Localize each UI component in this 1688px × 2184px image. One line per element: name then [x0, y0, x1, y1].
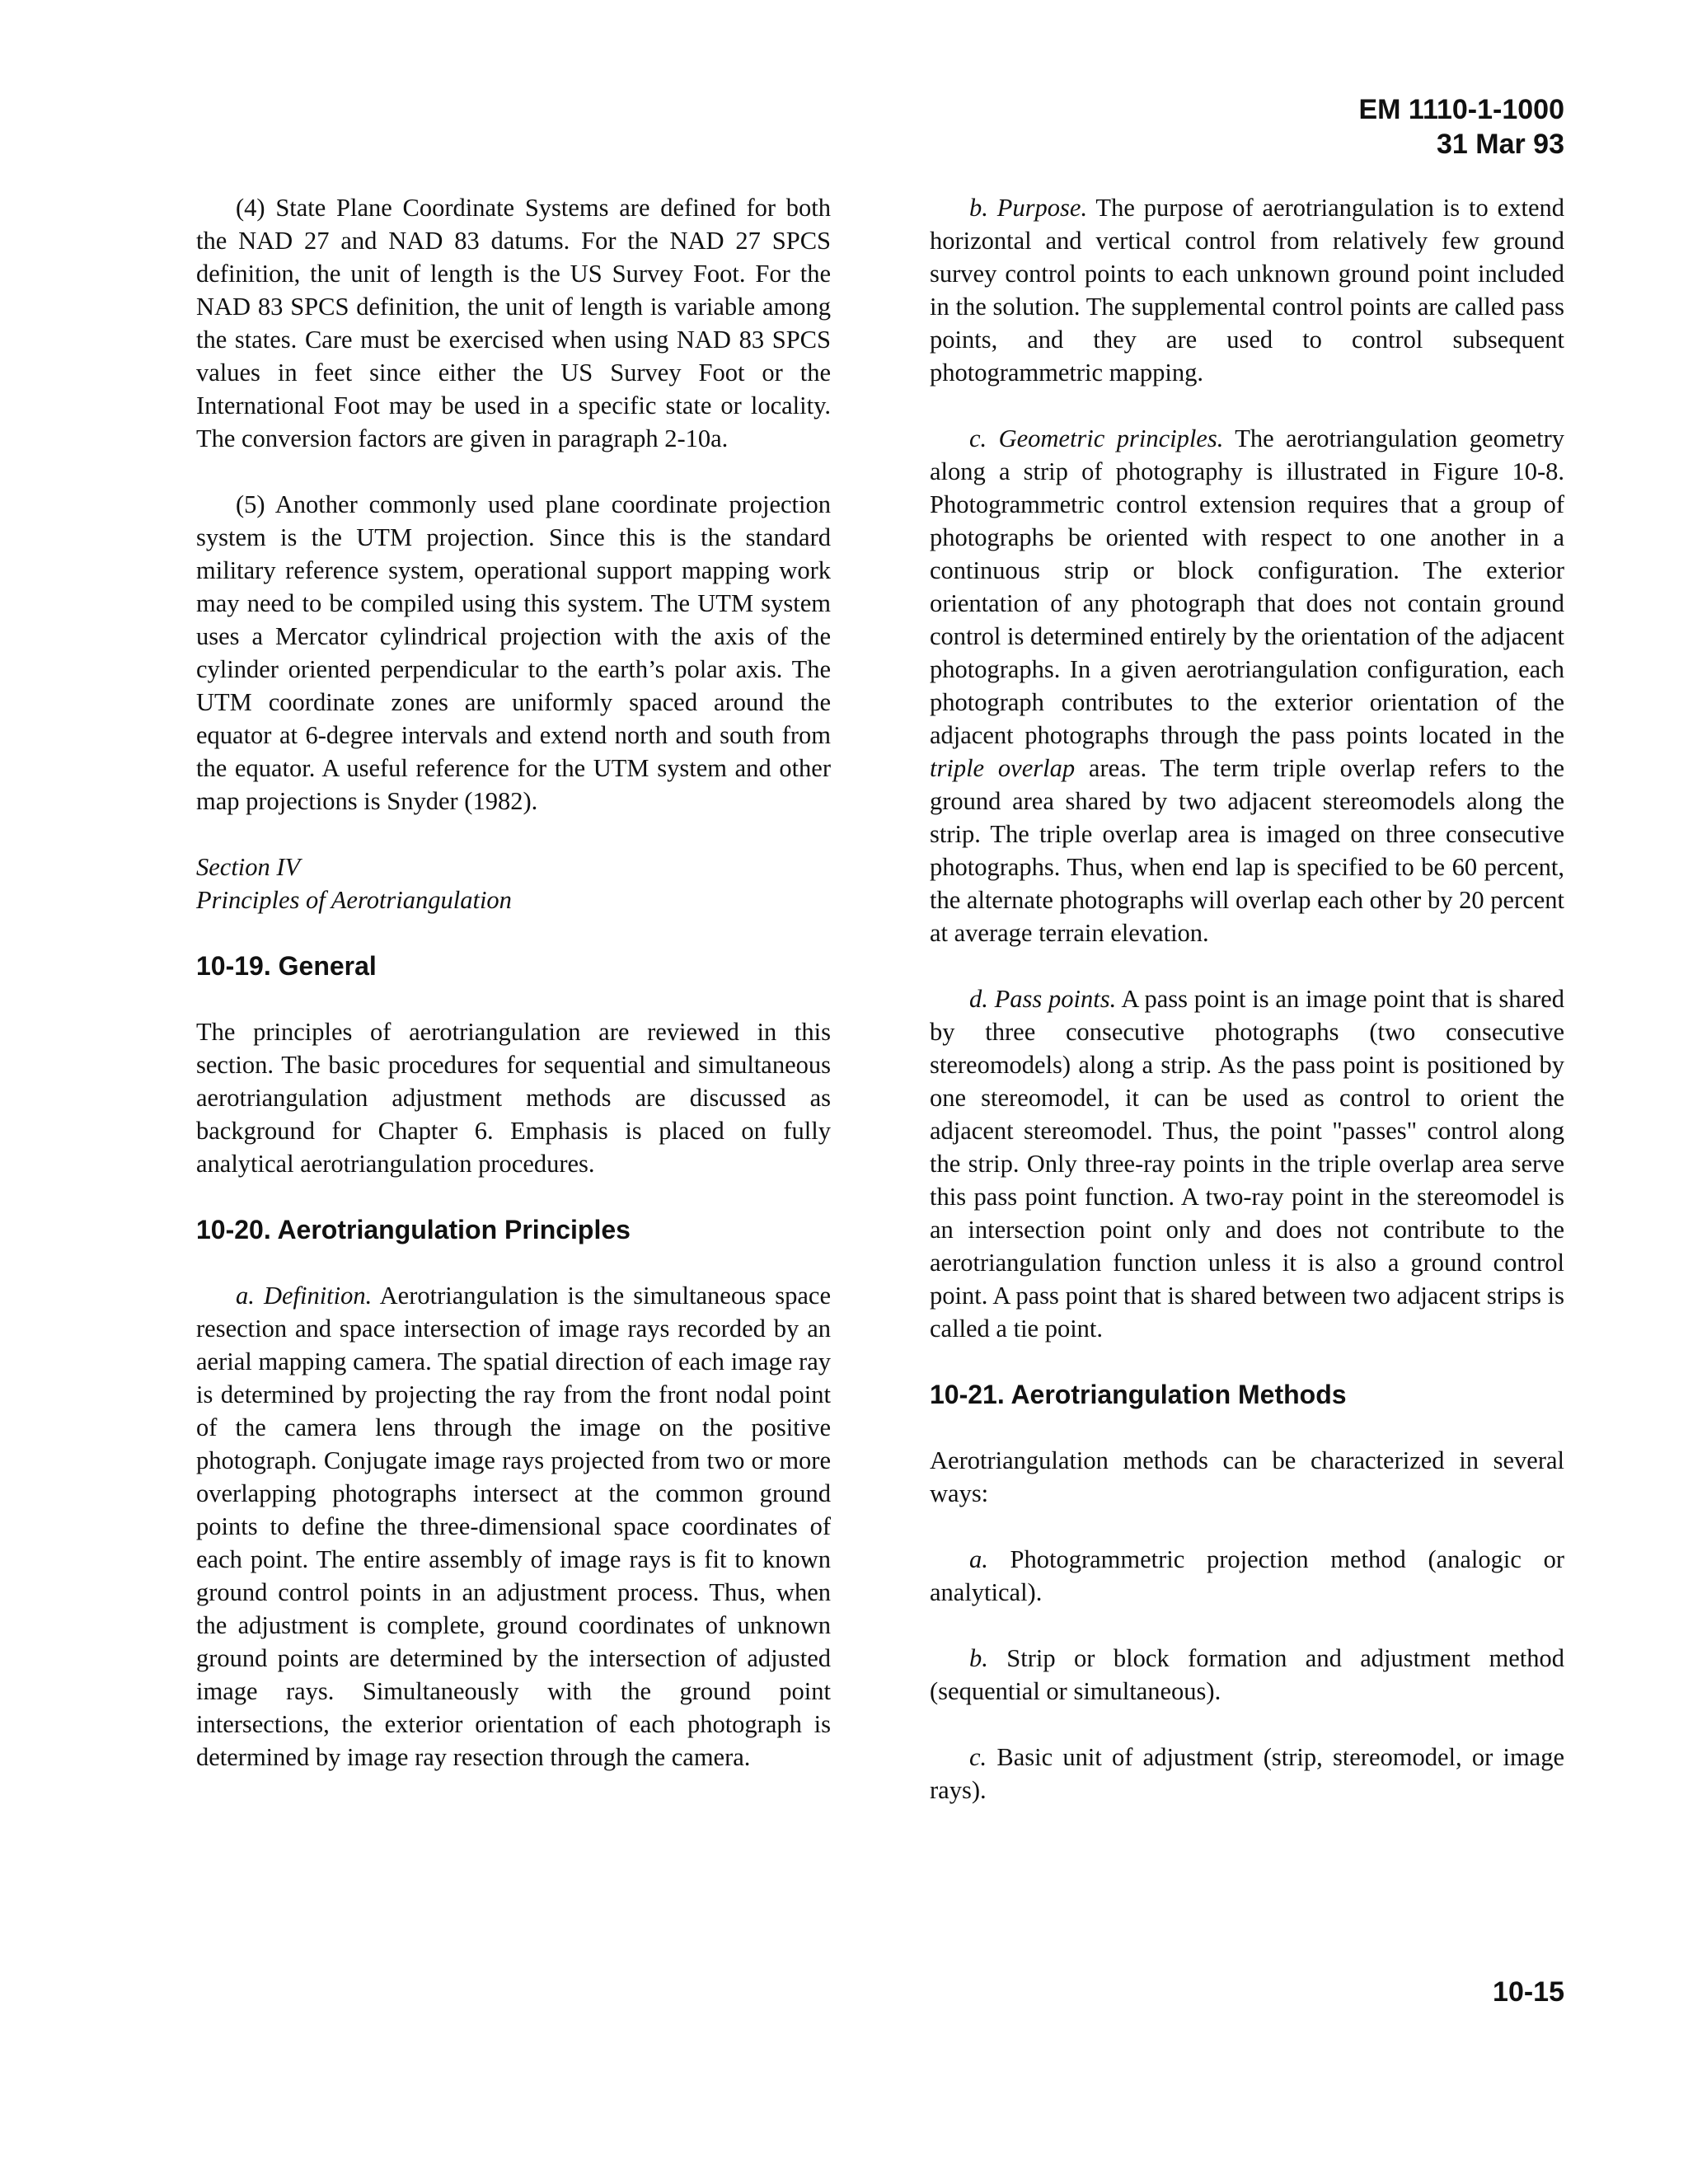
method-item-a — [930, 1543, 1564, 1609]
paragraph-5: (5) Another commonly used plane coordinate projection system is the UTM projection. Since this is the standard military reference system, operational support mapping work may need to be compiled using this system. The UTM system uses a Mercator cylindrical projection with the axis of the cylinder oriented perpendicular to the earth’s polar axis. The UTM coordinate zones are uniformly spaced around the equator at 6-degree intervals and extend north and south from the equator. A useful reference for the UTM system and other map projections is Snyder (1982). — [196, 490, 831, 815]
heading-10-20: 10-20. Aerotriangulation Principles — [196, 1215, 631, 1244]
page-number: 10-15 — [1493, 1976, 1564, 2008]
purpose-label: b. Purpose. — [969, 194, 1088, 222]
pass-points-label: d. Pass points. — [969, 985, 1117, 1013]
methods-intro: Aerotriangulation methods can be characterized in several ways: — [930, 1446, 1564, 1507]
section-heading — [196, 851, 831, 916]
document-number: EM 1110-1-1000 — [1358, 94, 1564, 125]
document-date: 31 Mar 93 — [1437, 129, 1564, 160]
geometric-text-1: The aerotriangulation geometry along a strip of photography is illustrated in Figure 10-8. Photogrammetric control extension requires that a group of photographs be oriented with respect to one another in a continuous strip or block configuration. The exterior orientation of any photograph that does not contain ground control is determined entirely by the orientation of the adjacent photographs. In a given aerotriangulation configuration, each photograph contributes to the exterior orientation of the adjacent photographs through the pass points located in the — [930, 424, 1564, 749]
triple-overlap-emphasis: triple overlap — [930, 754, 1076, 782]
item-a-label: a. — [969, 1545, 988, 1573]
geometric-label: c. Geometric principles. — [969, 424, 1224, 452]
item-a-text: Photogrammetric projection method (analogic or analytical). — [930, 1545, 1564, 1606]
general-paragraph: The principles of aerotriangulation are reviewed in this section. The basic procedures for sequential and simultaneous aerotriangulation adjustment methods are discussed as background for Chapter 6. Emphasis is placed on fully analytical aerotriangulation procedures. — [196, 1018, 831, 1178]
definition-text: Aerotriangulation is the simultaneous space resection and space intersection of image rays recorded by an aerial mapping camera. The spatial direction of each image ray is determined by projecting the ray from the front nodal point of the camera lens through the image on the positive photograph. Conjugate image rays projected from two or more overlapping photographs intersect at the common ground points to define the three-dimensional space coordinates of each point. The entire assembly of image rays is fit to known ground control points in an adjustment process. Thus, when the adjustment is complete, ground coordinates of unknown ground points are determined by the intersection of adjusted image rays. Simultaneously with the ground point intersections, the exterior orientation of each photograph is determined by image ray resection through the camera. — [196, 1282, 831, 1771]
pass-points-paragraph — [930, 982, 1564, 1345]
purpose-paragraph — [930, 191, 1564, 389]
definition-paragraph — [196, 1279, 831, 1774]
method-item-c — [930, 1741, 1564, 1807]
definition-label: a. Definition. — [236, 1282, 373, 1310]
purpose-text: The purpose of aerotriangulation is to extend horizontal and vertical control from relatively few ground survey control points to each unknown ground point included in the solution. The supplemental control points are called pass points, and they are used to control subsequent photogrammetric mapping. — [930, 194, 1564, 387]
page-header — [1358, 92, 1564, 162]
item-b-label: b. — [969, 1644, 988, 1672]
item-c-label: c. — [969, 1743, 987, 1771]
geometric-principles-paragraph — [930, 422, 1564, 949]
item-c-text: Basic unit of adjustment (strip, stereomodel, or image rays). — [930, 1743, 1564, 1804]
right-column — [930, 191, 1564, 1840]
section-label: Section IV — [196, 853, 301, 881]
method-item-b — [930, 1642, 1564, 1708]
paragraph-4: (4) State Plane Coordinate Systems are defined for both the NAD 27 and NAD 83 datums. For the NAD 27 SPCS definition, the unit of length is the US Survey Foot. For the NAD 83 SPCS definition, the unit of length is variable among the states. Care must be exercised when using NAD 83 SPCS values in feet since either the US Survey Foot or the International Foot may be used in a specific state or locality. The conversion factors are given in paragraph 2-10a. — [196, 194, 831, 452]
item-b-text: Strip or block formation and adjustment method (sequential or simultaneous). — [930, 1644, 1564, 1705]
heading-10-19: 10-19. General — [196, 951, 377, 981]
section-title: Principles of Aerotriangulation — [196, 886, 512, 914]
heading-10-21: 10-21. Aerotriangulation Methods — [930, 1380, 1347, 1409]
left-column — [196, 191, 831, 1807]
pass-points-text: A pass point is an image point that is shared by three consecutive photographs (two consecutive stereomodels) along a strip. As the pass point is positioned by one stereomodel, it can be used as control to orient the adjacent stereomodel. Thus, the point "passes" control along the strip. Only three-ray points in the triple overlap area serve this pass point function. A two-ray point in the stereomodel is an intersection point only and does not contribute to the aerotriangulation function unless it is also a ground control point. A pass point that is shared between two adjacent strips is called a tie point. — [930, 985, 1565, 1343]
geometric-text-2: areas. The term triple overlap refers to the ground area shared by two adjacent stereomodels along the strip. The triple overlap area is imaged on three consecutive photographs. Thus, when end lap is specified to be 60 percent, the alternate photographs will overlap each other by 20 percent at average terrain elevation. — [930, 754, 1565, 947]
